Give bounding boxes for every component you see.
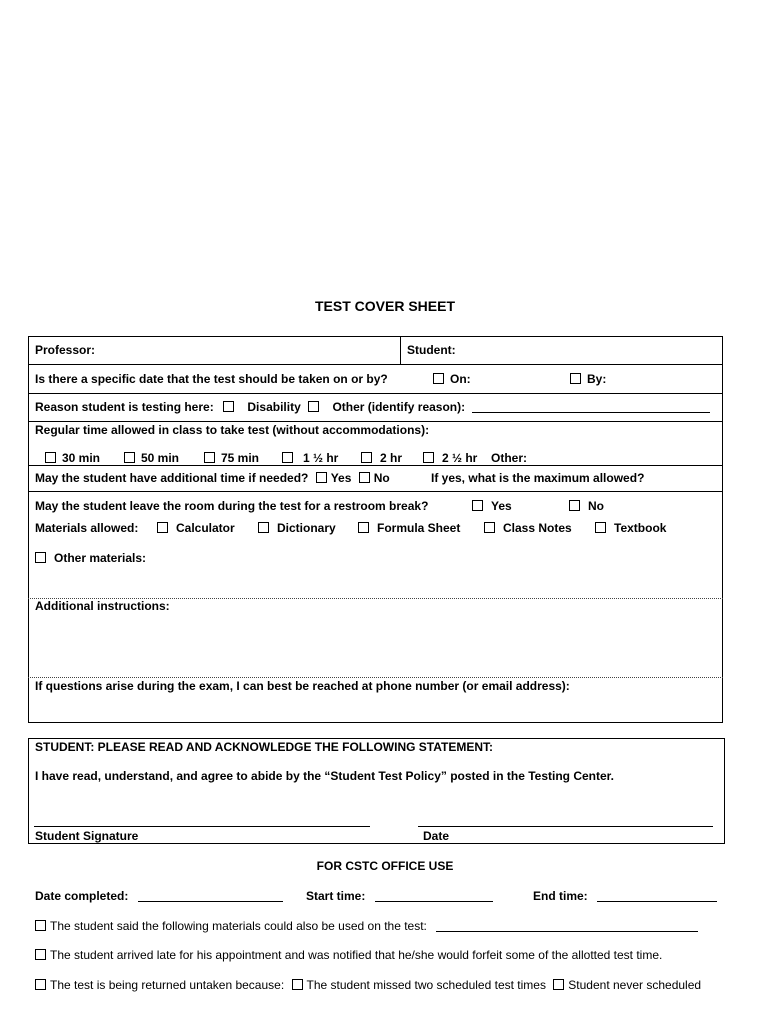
disability-label: Disability xyxy=(247,400,301,414)
time-75-checkbox[interactable] xyxy=(204,452,215,463)
never-scheduled-checkbox[interactable] xyxy=(553,979,564,990)
ack-statement: I have read, understand, and agree to abide by the “Student Test Policy” posted in the Testing Center. xyxy=(35,769,614,783)
time-120-checkbox[interactable] xyxy=(361,452,372,463)
restroom-question: May the student leave the room during the test for a restroom break? xyxy=(35,499,429,513)
date-completed-field[interactable] xyxy=(138,889,283,902)
other-materials-checkbox[interactable] xyxy=(35,552,46,563)
other-reason-checkbox[interactable] xyxy=(308,401,319,412)
materials-label: Materials allowed: xyxy=(35,521,139,535)
time-option-90[interactable]: 1 ½ hr xyxy=(282,451,338,465)
late-checkbox[interactable] xyxy=(35,949,46,960)
time-50-checkbox[interactable] xyxy=(124,452,135,463)
additional-time-no-checkbox[interactable] xyxy=(359,472,370,483)
dictionary-checkbox[interactable] xyxy=(258,522,269,533)
never-scheduled-label: Student never scheduled xyxy=(568,978,702,992)
restroom-no-checkbox[interactable] xyxy=(569,500,580,511)
max-allowed-question: If yes, what is the maximum allowed? xyxy=(431,471,645,485)
time-90-checkbox[interactable] xyxy=(282,452,293,463)
on-option[interactable]: On: xyxy=(433,372,471,386)
materials-used-label: The student said the following materials could also be used on the test: xyxy=(50,919,427,933)
other-reason-field[interactable] xyxy=(472,400,710,413)
page-title: TEST COVER SHEET xyxy=(314,298,456,314)
material-textbook[interactable]: Textbook xyxy=(595,521,666,535)
additional-time-row: May the student have additional time if needed? Yes No xyxy=(35,471,390,485)
calculator-checkbox[interactable] xyxy=(157,522,168,533)
material-formula-sheet[interactable]: Formula Sheet xyxy=(358,521,460,535)
start-time-field[interactable] xyxy=(375,889,493,902)
by-checkbox[interactable] xyxy=(570,373,581,384)
missed-label: The student missed two scheduled test times xyxy=(306,978,546,992)
restroom-no-option[interactable]: No xyxy=(569,499,604,513)
missed-checkbox[interactable] xyxy=(292,979,303,990)
professor-label: Professor: xyxy=(35,343,96,357)
other-time-label: Other: xyxy=(491,451,527,465)
end-time-label: End time: xyxy=(533,889,588,903)
late-row xyxy=(35,948,662,962)
material-dictionary[interactable]: Dictionary xyxy=(258,521,336,535)
time-30-checkbox[interactable] xyxy=(45,452,56,463)
time-option-120[interactable]: 2 hr xyxy=(361,451,402,465)
end-time-field[interactable] xyxy=(597,889,717,902)
time-option-150[interactable]: 2 ½ hr xyxy=(423,451,477,465)
signature-label: Student Signature xyxy=(35,829,139,843)
late-label: The student arrived late for his appointment and was notified that he/she would forfeit some of the allotted test time. xyxy=(50,948,663,962)
student-label: Student: xyxy=(407,343,456,357)
additional-time-yes-checkbox[interactable] xyxy=(316,472,327,483)
end-time-row xyxy=(533,889,717,903)
date-completed-row xyxy=(35,889,283,903)
additional-time-question: May the student have additional time if needed? xyxy=(35,471,309,485)
additional-instructions-label: Additional instructions: xyxy=(35,599,170,613)
signature-line[interactable] xyxy=(34,826,370,827)
date-line[interactable] xyxy=(418,826,713,827)
on-checkbox[interactable] xyxy=(433,373,444,384)
disability-checkbox[interactable] xyxy=(223,401,234,412)
materials-used-field[interactable] xyxy=(436,919,698,932)
class-notes-checkbox[interactable] xyxy=(484,522,495,533)
date-label: Date xyxy=(423,829,450,843)
other-materials-option[interactable]: Other materials: xyxy=(35,551,146,565)
returned-label: The test is being returned untaken because: xyxy=(50,978,285,992)
specific-date-question: Is there a specific date that the test should be taken on or by? xyxy=(35,372,388,386)
textbook-checkbox[interactable] xyxy=(595,522,606,533)
other-reason-label: Other (identify reason): xyxy=(332,400,466,414)
formula-sheet-checkbox[interactable] xyxy=(358,522,369,533)
material-class-notes[interactable]: Class Notes xyxy=(484,521,572,535)
time-150-checkbox[interactable] xyxy=(423,452,434,463)
returned-row xyxy=(35,978,701,992)
returned-checkbox[interactable] xyxy=(35,979,46,990)
restroom-yes-option[interactable]: Yes xyxy=(472,499,512,513)
office-heading: FOR CSTC OFFICE USE xyxy=(316,859,454,873)
time-option-75[interactable]: 75 min xyxy=(204,451,259,465)
ack-heading: STUDENT: PLEASE READ AND ACKNOWLEDGE THE FOLLOWING STATEMENT: xyxy=(35,740,493,754)
material-calculator[interactable]: Calculator xyxy=(157,521,235,535)
start-time-label: Start time: xyxy=(306,889,366,903)
time-option-30[interactable]: 30 min xyxy=(45,451,100,465)
reason-row xyxy=(35,400,710,414)
contact-question: If questions arise during the exam, I can best be reached at phone number (or email address): xyxy=(35,679,570,693)
reason-label: Reason student is testing here: xyxy=(35,400,214,414)
by-option[interactable]: By: xyxy=(570,372,606,386)
restroom-yes-checkbox[interactable] xyxy=(472,500,483,511)
regular-time-label: Regular time allowed in class to take test (without accommodations): xyxy=(35,423,430,437)
time-option-50[interactable]: 50 min xyxy=(124,451,179,465)
materials-used-checkbox[interactable] xyxy=(35,920,46,931)
date-completed-label: Date completed: xyxy=(35,889,129,903)
materials-used-row xyxy=(35,919,698,933)
start-time-row xyxy=(306,889,493,903)
